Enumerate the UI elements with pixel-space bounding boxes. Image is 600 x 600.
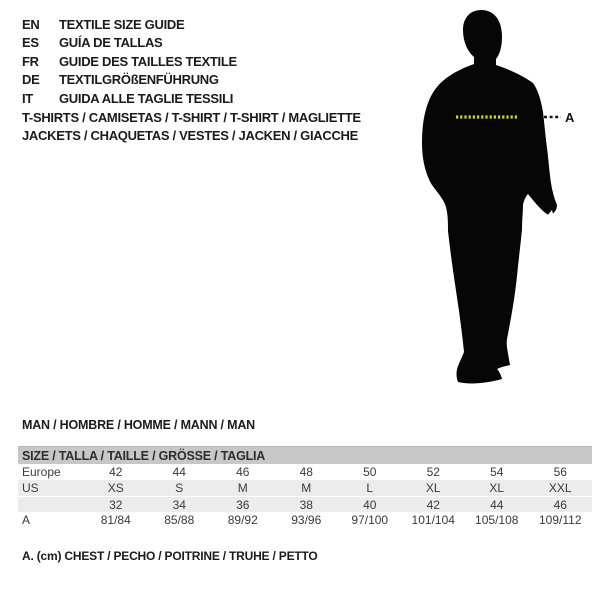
section-title: MAN / HOMBRE / HOMME / MANN / MAN — [22, 418, 255, 432]
size-cell: 93/96 — [291, 513, 322, 527]
size-cell: L — [366, 481, 374, 495]
size-cell: 34 — [172, 497, 186, 512]
size-cell: 42 — [109, 465, 123, 479]
size-cell: 48 — [299, 465, 313, 479]
language-row — [22, 71, 237, 90]
language-code: IT — [22, 90, 33, 106]
size-cell: 40 — [363, 497, 377, 512]
man-silhouette — [422, 10, 557, 383]
size-cell: 44 — [490, 497, 504, 512]
language-code: FR — [22, 53, 39, 69]
size-cell: 32 — [109, 497, 123, 512]
row-label: Europe — [22, 465, 61, 479]
size-cell: M — [237, 481, 248, 495]
size-cell: S — [175, 481, 184, 495]
language-label: TEXTILGRÖßENFÜHRUNG — [59, 72, 219, 88]
size-cell: 38 — [299, 497, 313, 512]
category-line: JACKETS / CHAQUETAS / VESTES / JACKEN / GIACCHE — [22, 127, 358, 143]
size-cell: M — [301, 481, 312, 495]
size-cell: XL — [489, 481, 505, 495]
table-header-bar: SIZE / TALLA / TAILLE / GRÖSSE / TAGLIA — [18, 446, 592, 464]
figure-silhouette — [410, 0, 595, 400]
size-cell: 46 — [553, 497, 567, 512]
size-cell: 44 — [172, 465, 186, 479]
size-cell: 54 — [490, 465, 504, 479]
language-label: TEXTILE SIZE GUIDE — [59, 16, 185, 32]
row-label: A — [22, 513, 31, 527]
size-cell: 56 — [553, 465, 567, 479]
size-cell: XL — [425, 481, 441, 495]
size-cell: 50 — [363, 465, 377, 479]
size-table — [18, 464, 592, 528]
size-cell: 101/104 — [411, 513, 455, 527]
language-label: GUIDA ALLE TAGLIE TESSILI — [59, 90, 234, 106]
category-line: T-SHIRTS / CAMISETAS / T-SHIRT / T-SHIRT / MAGLIETTE — [22, 110, 361, 125]
size-cell: 109/112 — [539, 513, 582, 527]
table-row — [18, 464, 592, 480]
table-row — [18, 496, 592, 512]
footnote: A. (cm) CHEST / PECHO / POITRINE / TRUHE / PETTO — [22, 549, 318, 563]
size-cell: XS — [107, 481, 124, 495]
size-cell: 46 — [236, 465, 250, 479]
size-cell: 89/92 — [227, 513, 258, 527]
size-cell: 52 — [426, 465, 440, 479]
category-lines — [22, 110, 361, 145]
language-code: ES — [22, 35, 39, 51]
size-cell: 81/84 — [100, 513, 131, 527]
size-cell: 105/108 — [475, 513, 519, 527]
language-code: DE — [22, 72, 40, 88]
man-silhouette-svg — [410, 0, 595, 400]
language-label: GUIDE DES TAILLES TEXTILE — [59, 53, 237, 69]
language-code: EN — [22, 16, 40, 32]
language-label: GUÍA DE TALLAS — [59, 35, 163, 51]
language-list — [22, 15, 237, 108]
size-cell: 97/100 — [351, 513, 389, 527]
table-row — [18, 480, 592, 496]
language-row — [22, 52, 237, 71]
language-row — [22, 34, 237, 53]
size-cell: XXL — [548, 481, 572, 495]
language-row — [22, 15, 237, 34]
size-cell: 36 — [236, 497, 250, 512]
size-cell: 42 — [426, 497, 440, 512]
size-cell: 85/88 — [164, 513, 195, 527]
table-row — [18, 512, 592, 528]
row-label: US — [22, 481, 39, 495]
measure-label-a: A — [565, 110, 575, 125]
language-row — [22, 89, 237, 108]
